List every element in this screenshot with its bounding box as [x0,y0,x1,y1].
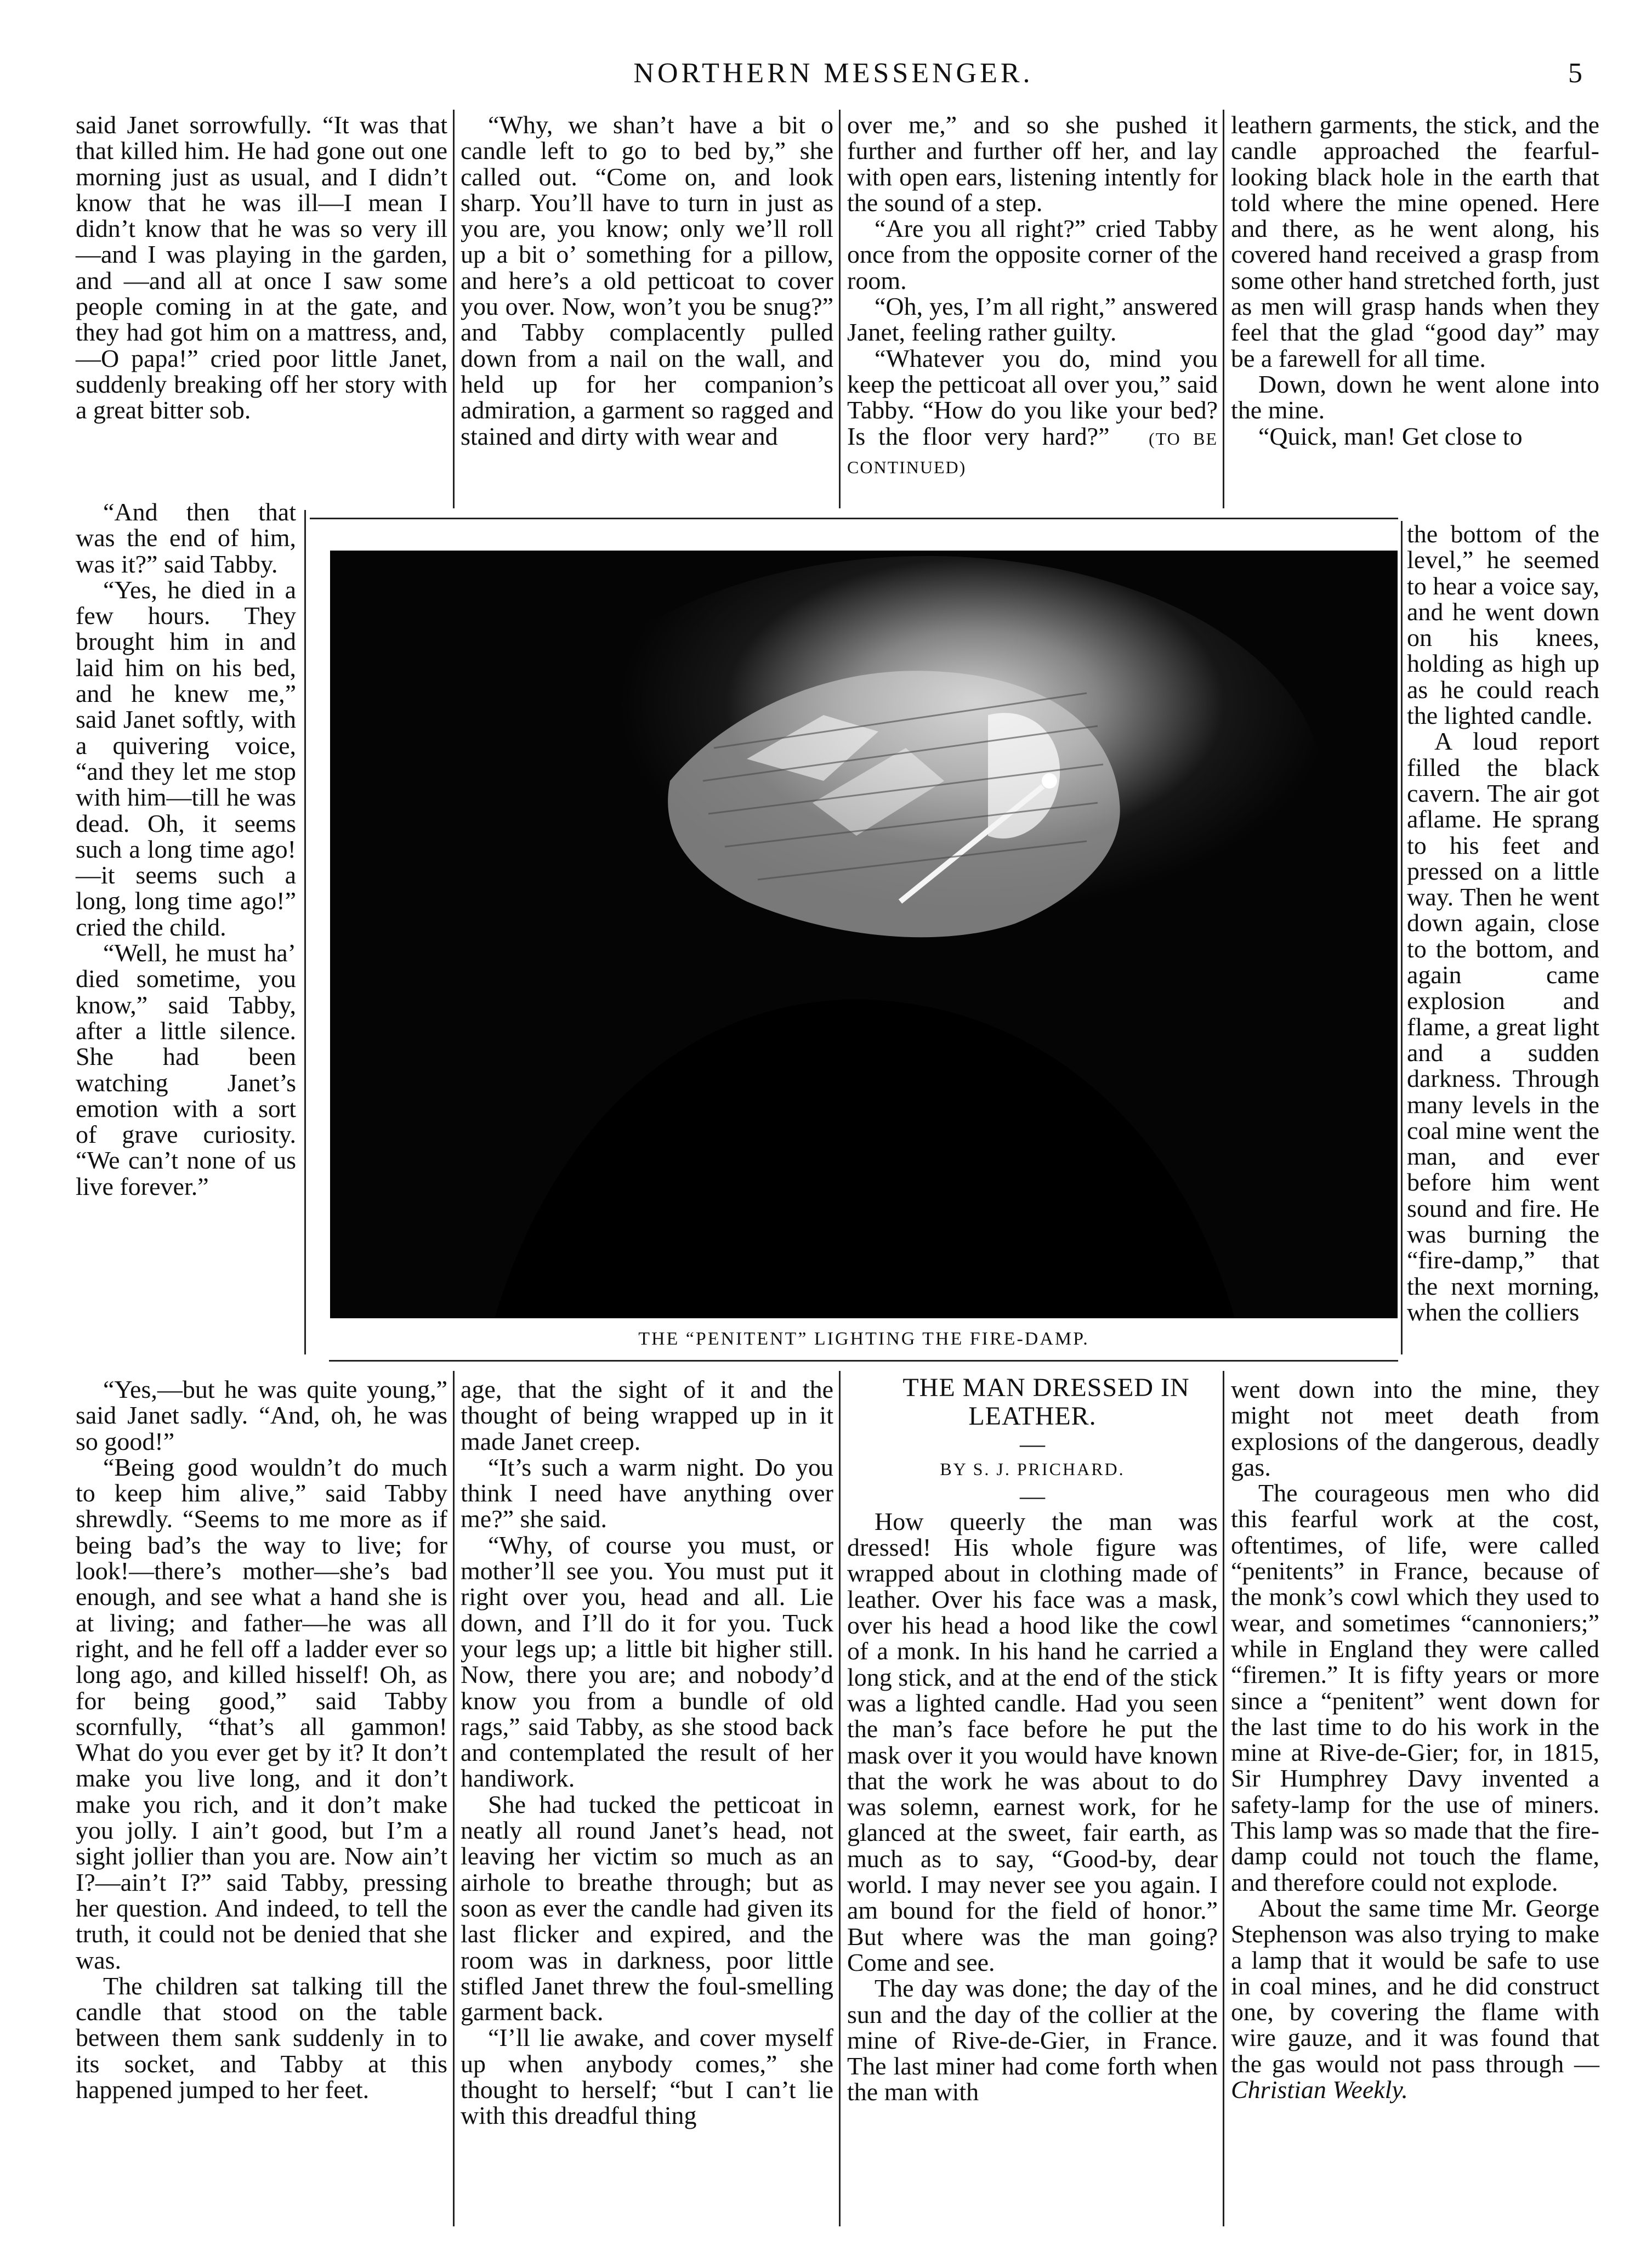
article-title: THE MAN DRESSED IN LEATHER. [902,1373,1190,1431]
paragraph: “It’s such a warm night. Do you think I need have anything over me?” she said. [461,1453,833,1533]
illustration-rule [329,1360,1398,1362]
paragraph-text: “Whatever you do, mind you keep the petticoat all over you,” said Tabby. “How do you like your bed? Is the floor very hard?” [847,344,1218,450]
column-rule [839,110,841,508]
column-rule [1223,1371,1224,2226]
paragraph: “Well, he must ha’ died sometime, you know,” said Tabby, after a little silence. She had been watching Janet’s emotion with a sort of grave curiosity. “We can’t none of us live forever.” [76,939,296,1200]
column-rule [839,1371,841,2226]
paragraph: Down, down he went alone into the mine. [1231,370,1599,424]
paragraph: “And then that was the end of him, was it?” said Tabby. [76,498,296,578]
paragraph: leathern garments, the stick, and the candle approached the fearful-looking black hole in the earth that told where the mine opened. Here and there, as he went along, his covered hand received a grasp from some other hand stretched forth, just as men will grasp hands when they feel that the glad “good day” may be a farewell for all time. [1231,111,1599,372]
column-rule [1401,521,1403,1354]
paragraph: The courageous men who did this fearful work at the cost, oftentimes, of life, were called “penitents” in France, because of the monk’s cowl which they used to wear, and sometimes “cannoniers;” while in England they were called “firemen.” It is fifty years or more since a “penitent” went down for the last time to do his work in the mine at Rive-de-Gier; for, in 1815, Sir Humphrey Davy invented a safety-lamp for the use of miners. This lamp was so made that the fire-damp could not touch the flame, and therefore could not explode. [1231,1479,1599,1896]
paragraph: The day was done; the day of the sun and the day of the collier at the mine of Rive-de-Gier, in France. The last miner had come forth when the man with [847,1974,1218,2106]
paragraph-text: About the same time Mr. George Stephenson was also trying to make a lamp that it would be safe to use in coal mines, and he did construct one, by covering the flame with wire gauze, and it was found that the gas would not pass through — [1231,1893,1599,2078]
separator-dash: — [1020,1481,1045,1510]
paragraph: age, that the sight of it and the thought of being wrapped up in it made Janet creep. [461,1375,833,1455]
column-1-bottom [76,1376,447,2102]
column-4-top [1231,112,1599,449]
column-2-bottom [461,1376,833,2129]
engraving-penitent-in-mine [330,551,1398,1318]
paragraph: She had tucked the petticoat in neatly all round Janet’s head, not leaving her victim so much as an airhole to breathe through; but as soon as ever the candle had given its last flicker and expired, and the room was in darkness, poor little stifled Janet threw the foul-smelling garment back. [461,1790,833,2026]
paragraph: over me,” and so she pushed it further and further off her, and lay with open ears, listening intently for the sound of a step. [847,111,1218,217]
paragraph [1231,1895,1599,2102]
paragraph: “Being good wouldn’t do much to keep him alive,” said Tabby shrewdly. “Seems to me more as if being bad’s the way to live; for look!—there’s mother—she’s bad enough, and see what a hand she is at living; and father—he was all right, and he fell off a ladder ever so long ago, and killed hisself! Oh, as for being good,” said Tabby scornfully, “that’s all gammon! What do you ever get by it? It don’t make you live long, and it don’t make you rich, and it don’t make you jolly. I ain’t good, but I’m a sight jollier than you are. Now ain’t I?—ain’t I?” said Tabby, pressing her question. And indeed, to tell the truth, it could not be denied that she was. [76,1453,447,1974]
publication-title: NORTHERN MESSENGER. [633,58,1034,89]
paragraph: A loud report filled the black cavern. The air got aflame. He sprang to his feet and pressed on a little way. Then he went down again, close to the bottom, and again came explosion and flame, a great light and a sudden darkness. Through many levels in the coal mine went the man, and ever before him went sound and fire. He was burning the “fire-damp,” that the next morning, when the colliers [1407,727,1599,1326]
page-number: 5 [1568,58,1582,89]
column-4-bottom [1231,1376,1599,2102]
paragraph: “I’ll lie awake, and cover myself up when anybody comes,” she thought to herself; “but I can’t lie with this dreadful thing [461,2023,833,2130]
paragraph: said Janet sorrowfully. “It was that that killed him. He had gone out one morning just as usual, and I didn’t know that he was ill—I mean I didn’t know that he was so very ill—and I was playing in the garden, and —and all at once I saw some people coming in at the gate, and they had got him on a mattress, and,—O papa!” cried poor little Janet, suddenly breaking off her story with a great bitter sob. [76,111,447,424]
mine-scene-icon [330,551,1398,1318]
column-3-bottom [847,1374,1218,2105]
source-credit: Christian Weekly. [1231,2076,1408,2104]
paragraph: the bottom of the level,” he seemed to hear a voice say, and he went down on his knees, holding as high up as he could reach the lighted candle. [1407,520,1599,730]
column-3-top [847,112,1218,480]
illustration-rule [310,518,1398,519]
paragraph [847,345,1218,480]
paragraph: “Why, we shan’t have a bit o candle left to go to bed by,” she called out. “Come on, and look sharp. You’ll have to turn in just as you are, you know; only we’ll roll up a bit o’ something for a pillow, and here’s a old petticoat to cover you over. Now, won’t you be snug?” and Tabby complacently pulled down from a nail on the wall, and held up for her companion’s admiration, a garment so ragged and stained and dirty with wear and [461,111,833,450]
paragraph: The children sat talking till the candle that stood on the table between them sank suddenly in to its socket, and Tabby at this happened jumped to her feet. [76,1971,447,2104]
paragraph: “Quick, man! Get close to [1258,422,1523,450]
paragraph: “Yes, he died in a few hours. They brought him in and laid him on his bed, and he knew me,” said Janet softly, with a quivering voice, “and they let me stop with him—till he was dead. Oh, it seems such a long time ago!—it seems such a long, long time ago!” cried the child. [76,575,296,941]
column-rule [1223,110,1224,508]
column-rule [453,1371,455,2226]
page-header [77,57,1590,101]
to-be-continued: (TO BE CONTINUED) [847,428,1218,477]
paragraph: went down into the mine, they might not meet death from explosions of the dangerous, deadly gas. [1231,1375,1599,1481]
separator-dash: — [1020,1430,1045,1458]
column-2-top [461,112,833,449]
column-1-top [76,112,447,423]
paragraph: “Why, of course you must, or mother’ll see you. You must put it right over you, head and all. Lie down, and I’ll do it for you. Tuck your legs up; a little bit higher still. Now, there you are; and nobody’d know you from a bundle of old rags,” said Tabby, as she stood back and contemplated the result of her handiwork. [461,1530,833,1793]
column-rule [453,110,455,508]
paragraph: How queerly the man was dressed! His whole figure was wrapped about in clothing made of leather. Over his face was a mask, over his head a hood like the cowl of a monk. In his hand he carried a long stick, and at the end of the stick was a lighted candle. Had you seen the man’s face before he put the mask over it you would have known that the work he was about to do was solemn, earnest work, for he glanced at the sweet, fair earth, as much as to say, “Good-by, dear world. I may never see you again. I am bound for the field of honor.” But where was the man going? Come and see. [847,1507,1218,1976]
column-4-narrow [1407,521,1599,1325]
paragraph: “Yes,—but he was quite young,” said Janet sadly. “And, oh, he was so good!” [76,1375,447,1455]
column-rule [304,510,306,1354]
paragraph: “Oh, yes, I’m all right,” answered Janet, feeling rather guilty. [847,292,1218,347]
article-byline: BY S. J. PRICHARD. [940,1459,1125,1479]
illustration-caption: THE “PENITENT” LIGHTING THE FIRE-DAMP. [638,1329,1089,1349]
paragraph: “Are you all right?” cried Tabby once from the opposite corner of the room. [847,214,1218,294]
column-1-narrow [76,499,296,1199]
